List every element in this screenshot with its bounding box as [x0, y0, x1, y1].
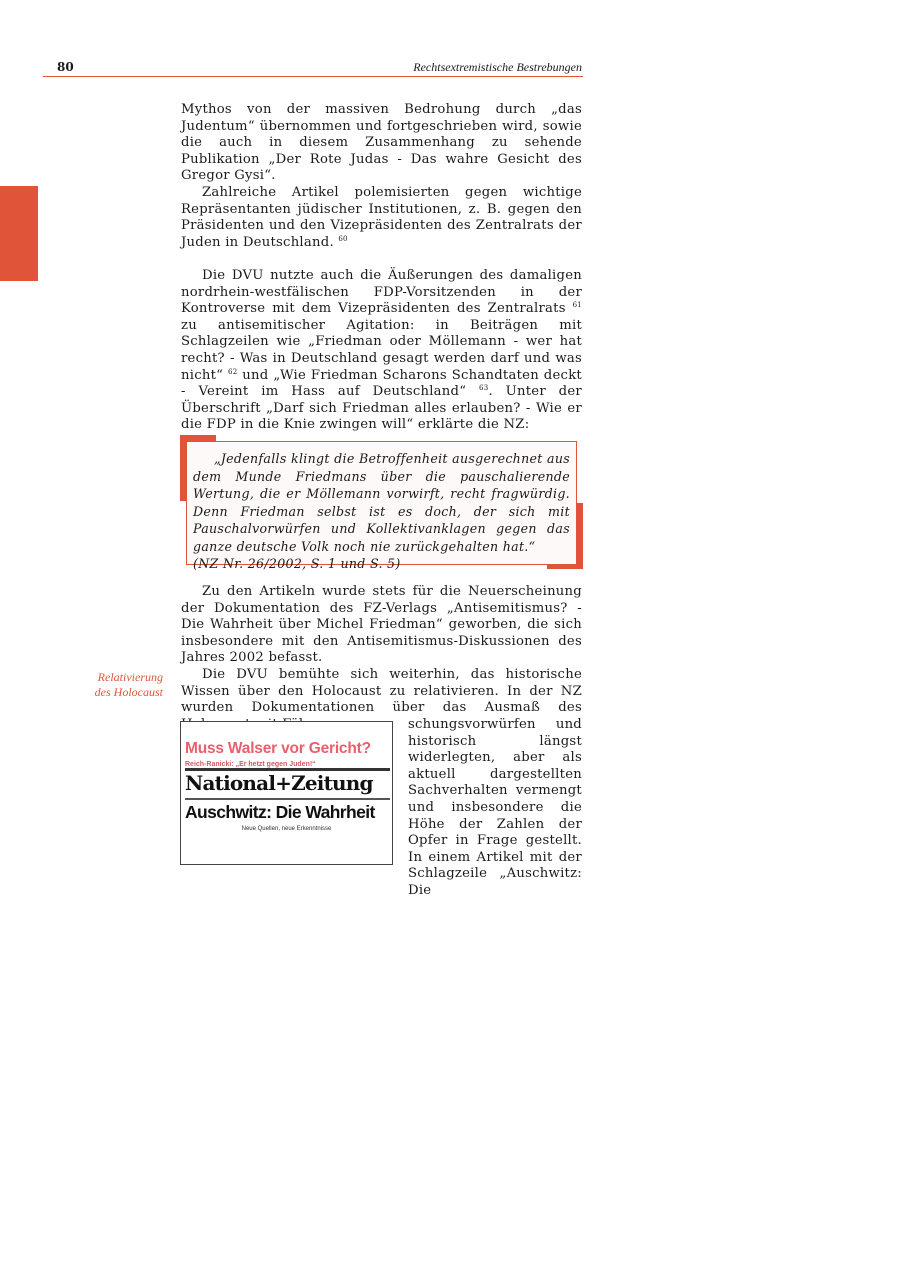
clipping-rule-bottom [185, 798, 390, 800]
paragraph-1 [181, 102, 582, 185]
clipping-subline: Reich-Ranicki: „Er hetzt gegen Juden!“ [185, 761, 316, 768]
margin-note-line-2: des Holocaust [94, 685, 163, 699]
quote-box [186, 441, 577, 571]
paragraph-4 [181, 584, 582, 667]
page-number: 80 [57, 60, 74, 74]
paragraph-5-text-b: schungsvorwürfen und historisch längst widerlegten, aber als aktuell dargestellten Sachverhalten vermengt und insbesondere die Höhe der Zahlen der Opfer in Frage gestellt. In einem Artikel mit der Schlagzeile „Auschwitz: Die [408, 717, 582, 898]
clipping-headline: Muss Walser vor Gericht? [185, 740, 371, 757]
paragraph-4-text: Zu den Artikeln wurde stets für die Neuerscheinung der Dokumentation des FZ-Verlags „Antisemitismus? - Die Wahrheit über Michel Friedman“ geworben, die sich insbesondere mit den Antisemitismus-Diskussionen des Jahres 2002 befasst. [181, 584, 582, 666]
side-tab-marker [0, 186, 38, 281]
paragraph-5-text-a: Die DVU bemühte sich weiterhin, das historische Wissen über den Holocaust zu relativieren. In der NZ wurden Dokumentationen über das Ausmaß des [181, 667, 582, 716]
footnote-ref-60: 60 [338, 234, 348, 243]
newspaper-clipping-image [180, 721, 393, 865]
paragraph-3 [181, 268, 582, 434]
paragraph-3-text-a: Die DVU nutzte auch die Äußerungen des damaligen nordrhein-westfälischen FDP-Vorsitzenden in der Kontroverse mit dem Vizepräsidenten des Zentralrats [181, 268, 582, 317]
paragraph-2 [181, 185, 582, 251]
margin-note [95, 670, 163, 700]
clipping-masthead: National+Zeitung [185, 771, 373, 795]
footnote-ref-61: 61 [572, 301, 582, 310]
clipping-title: Auschwitz: Die Wahrheit [185, 802, 375, 822]
footnote-ref-62: 62 [228, 367, 238, 376]
footnote-ref-63: 63 [479, 384, 489, 393]
paragraph-5-wrap [408, 717, 582, 900]
clipping-caption: Neue Quellen, neue Erkenntnisse [241, 826, 332, 832]
running-header-title: Rechtsextremistische Bestrebungen [413, 60, 582, 74]
paragraph-1-text: Mythos von der massiven Bedrohung durch „das Judentum“ übernommen und fortgeschrieben wird, sowie die auch in diesem Zusammenhang zu sehende Publikation „Der Rote Judas - Das wahre Gesicht des Gregor Gysi“. [181, 102, 582, 184]
margin-note-line-1: Relativierung [97, 670, 163, 684]
quote-text: „Jedenfalls klingt die Betroffenheit ausgerechnet aus dem Munde Friedmans über die pauschalierende Wertung, die er Möllemann vorwirft, recht fragwürdig. Denn Friedman selbst ist es doch, der sich mit Pauschalvorwürfen und Kollektivanklagen gegen das ganze deutsche Volk noch nie zurückgehalten hat.“ [193, 451, 570, 554]
paragraph-3-text-d: . Unter der Überschrift „Darf sich Friedman alles erlauben? - Wie er die FDP in die Knie zwingen will“ erklärte die NZ: [181, 384, 582, 433]
block-quote [180, 435, 583, 569]
paragraph-2-text: Zahlreiche Artikel polemisierten gegen wichtige Repräsentanten jüdischer Institutionen, z. B. gegen den Präsidenten und den Vizepräsidenten des Zentralrats der Juden in Deutschland. [181, 185, 582, 250]
header-rule [43, 76, 583, 77]
quote-source: (NZ Nr. 26/2002, S. 1 und S. 5) [193, 556, 401, 571]
paragraph-3-text-b: zu antisemitischer Agitation: in Beiträgen mit Schlagzeilen wie „Friedman oder Möllemann - wer hat recht? - Was in Deutschland gesagt werden darf und was nicht“ [181, 317, 582, 383]
paragraph-3-text-c: und „Wie Friedman Scharons Schandtaten deckt - Vereint im Hass auf Deutschland“ [181, 367, 582, 400]
